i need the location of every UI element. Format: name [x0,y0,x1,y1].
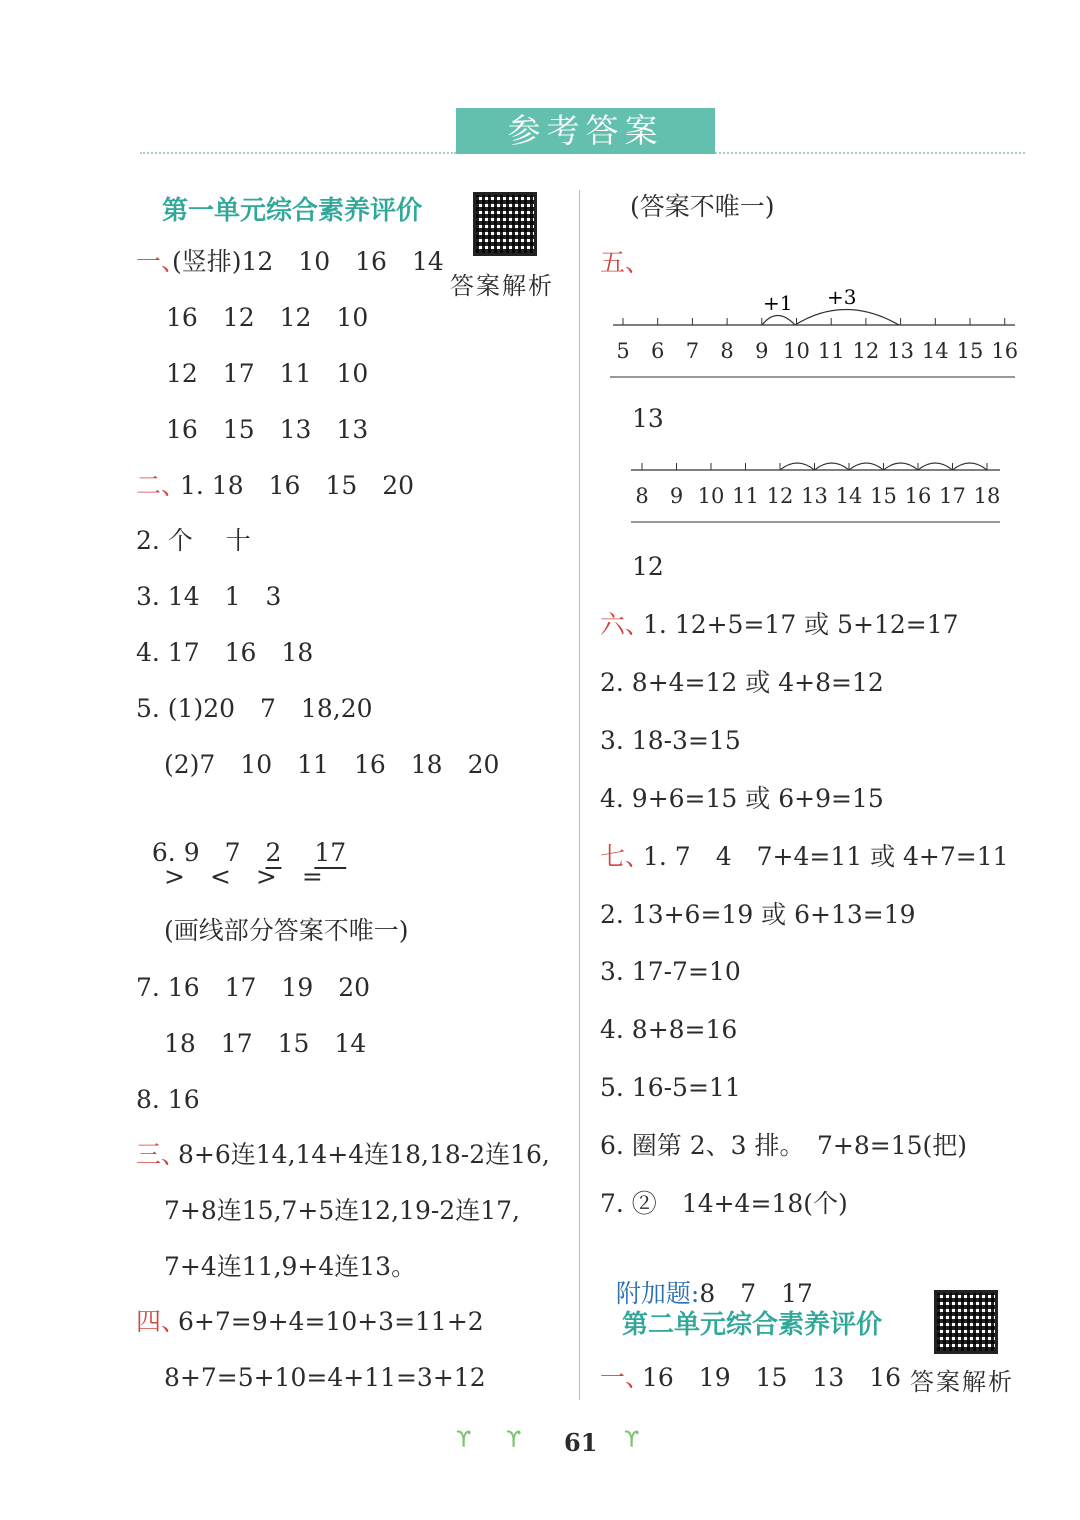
jump-arrow [918,463,953,470]
number-line-1 [605,280,1025,390]
tick-label: 9 [669,484,684,508]
q5-label: 五、 [600,248,651,277]
tick-label: 18 [973,484,1001,508]
q4-line: 6+7=9+4=10+3=11+2 [178,1307,484,1336]
q3-line: 7+4连11,9+4连13。 [164,1252,417,1281]
q2-item: 5. (1)20 7 18,20 [136,694,373,723]
tick-label: 16 [991,339,1019,363]
q1-row: 12 17 11 10 [166,359,369,388]
page-title: 参考答案 [456,108,715,154]
q1-label: 一、 [136,247,187,276]
tick-label: 10 [697,484,725,508]
q7-line: 4. 8+8=16 [600,1015,738,1044]
q7-line: 6. 圈第 2、3 排。 7+8=15(把) [600,1131,968,1160]
answer-2: 12 [632,552,664,581]
q6-line: 3. 18-3=15 [600,726,741,755]
tick-label: 7 [685,339,700,363]
sprout-icon: ϒ [456,1428,472,1453]
q2-item: (2)7 10 11 16 18 20 [164,750,500,779]
jump-arrow [815,463,850,470]
q2-item: 18 17 15 14 [164,1029,367,1058]
q2-label: 二、 [136,471,187,500]
header-rule-right [715,152,1025,154]
q2-6-underlined: 2 [265,838,282,867]
q2-item: 1. 18 16 15 20 [180,471,415,500]
q2-item: 3. 14 1 3 [136,582,282,611]
unit2-q1-label: 一、 [600,1363,651,1392]
tick-label: 5 [616,339,630,363]
tick-label: 17 [939,484,966,508]
tick-label: 13 [801,484,828,508]
page-number: 61 [564,1428,598,1457]
unit2-title: 第二单元综合素养评价 [622,1310,883,1340]
q2-item: 4. 17 16 18 [136,638,314,667]
q2-6-prefix: 6. 9 7 [151,838,266,867]
unit2-q1-value: 16 19 15 13 16 [642,1363,902,1392]
q2-item-6 [136,805,346,869]
q7-line: 2. 13+6=19 或 6+13=19 [600,900,916,929]
q2-6-underlined: 17 [314,838,347,867]
tick-label: 8 [720,339,734,363]
bonus-value: 8 7 17 [699,1279,813,1308]
q6-line: 4. 9+6=15 或 6+9=15 [600,784,884,813]
q3-line: 8+6连14,14+4连18,18-2连16, [178,1140,550,1169]
jump-arrow [762,316,795,326]
sprout-icon: ϒ [624,1428,640,1453]
q6-line: 2. 8+4=12 或 4+8=12 [600,668,884,697]
q1-row: (竖排)12 10 16 14 [172,247,444,276]
tick-label: 8 [635,484,649,508]
tick-label: 12 [852,339,880,363]
q6-line: 1. 12+5=17 或 5+12=17 [643,610,959,639]
q7-label: 七、 [600,842,651,871]
qr-code-icon [473,192,537,256]
jump-arrow [795,310,899,326]
q1-row: 16 12 12 10 [166,303,369,332]
q7-line: 5. 16-5=11 [600,1073,741,1102]
jump-arrow [884,463,919,470]
q7-line: 1. 7 4 7+4=11 或 4+7=11 [643,842,1009,871]
answer-1: 13 [632,404,664,433]
bonus-label: 附加题: [615,1279,700,1308]
jump-arrow [849,463,884,470]
unit1-title: 第一单元综合素养评价 [162,196,423,226]
tick-label: 12 [766,484,794,508]
q2-item: 2. 个 十 [136,526,251,555]
q6-label: 六、 [600,610,651,639]
note-top: (答案不唯一) [630,192,775,221]
tick-label: 10 [783,339,810,363]
q1-row: 16 15 13 13 [166,415,369,444]
column-divider [579,190,580,1400]
tick-label: 14 [921,339,949,363]
tick-label: 15 [870,484,897,508]
q2-6-signs: > < > = [164,862,323,891]
jump-label: +1 [763,291,793,315]
tick-label: 11 [817,339,845,363]
q2-item: 8. 16 [136,1085,200,1114]
q2-6-note: (画线部分答案不唯一) [164,916,409,945]
tick-label: 14 [835,484,863,508]
tick-label: 9 [755,339,769,363]
jump-arrow [953,463,988,470]
tick-label: 16 [904,484,932,508]
tick-label: 11 [732,484,759,508]
qr-code-icon [934,1290,998,1354]
jump-arrow [780,463,815,470]
q7-line: 3. 17-7=10 [600,957,741,986]
jump-label: +3 [827,285,857,309]
tick-label: 6 [651,339,665,363]
q3-line: 7+8连15,7+5连12,19-2连17, [164,1196,520,1225]
q4-label: 四、 [136,1307,187,1336]
q7-line: 7. ② 14+4=18(个) [600,1189,848,1218]
q3-label: 三、 [136,1140,187,1169]
q2-item: 7. 16 17 19 20 [136,973,371,1002]
number-line-2 [625,440,1025,530]
q4-line: 8+7=5+10=4+11=3+12 [164,1363,486,1392]
sprout-icon: ϒ [506,1428,522,1453]
qr-label: 答案解析 [450,272,554,300]
qr-label: 答案解析 [910,1368,1014,1396]
header-rule-left [140,152,456,154]
bonus-question [600,1246,813,1310]
tick-label: 13 [887,339,914,363]
tick-label: 15 [956,339,984,363]
